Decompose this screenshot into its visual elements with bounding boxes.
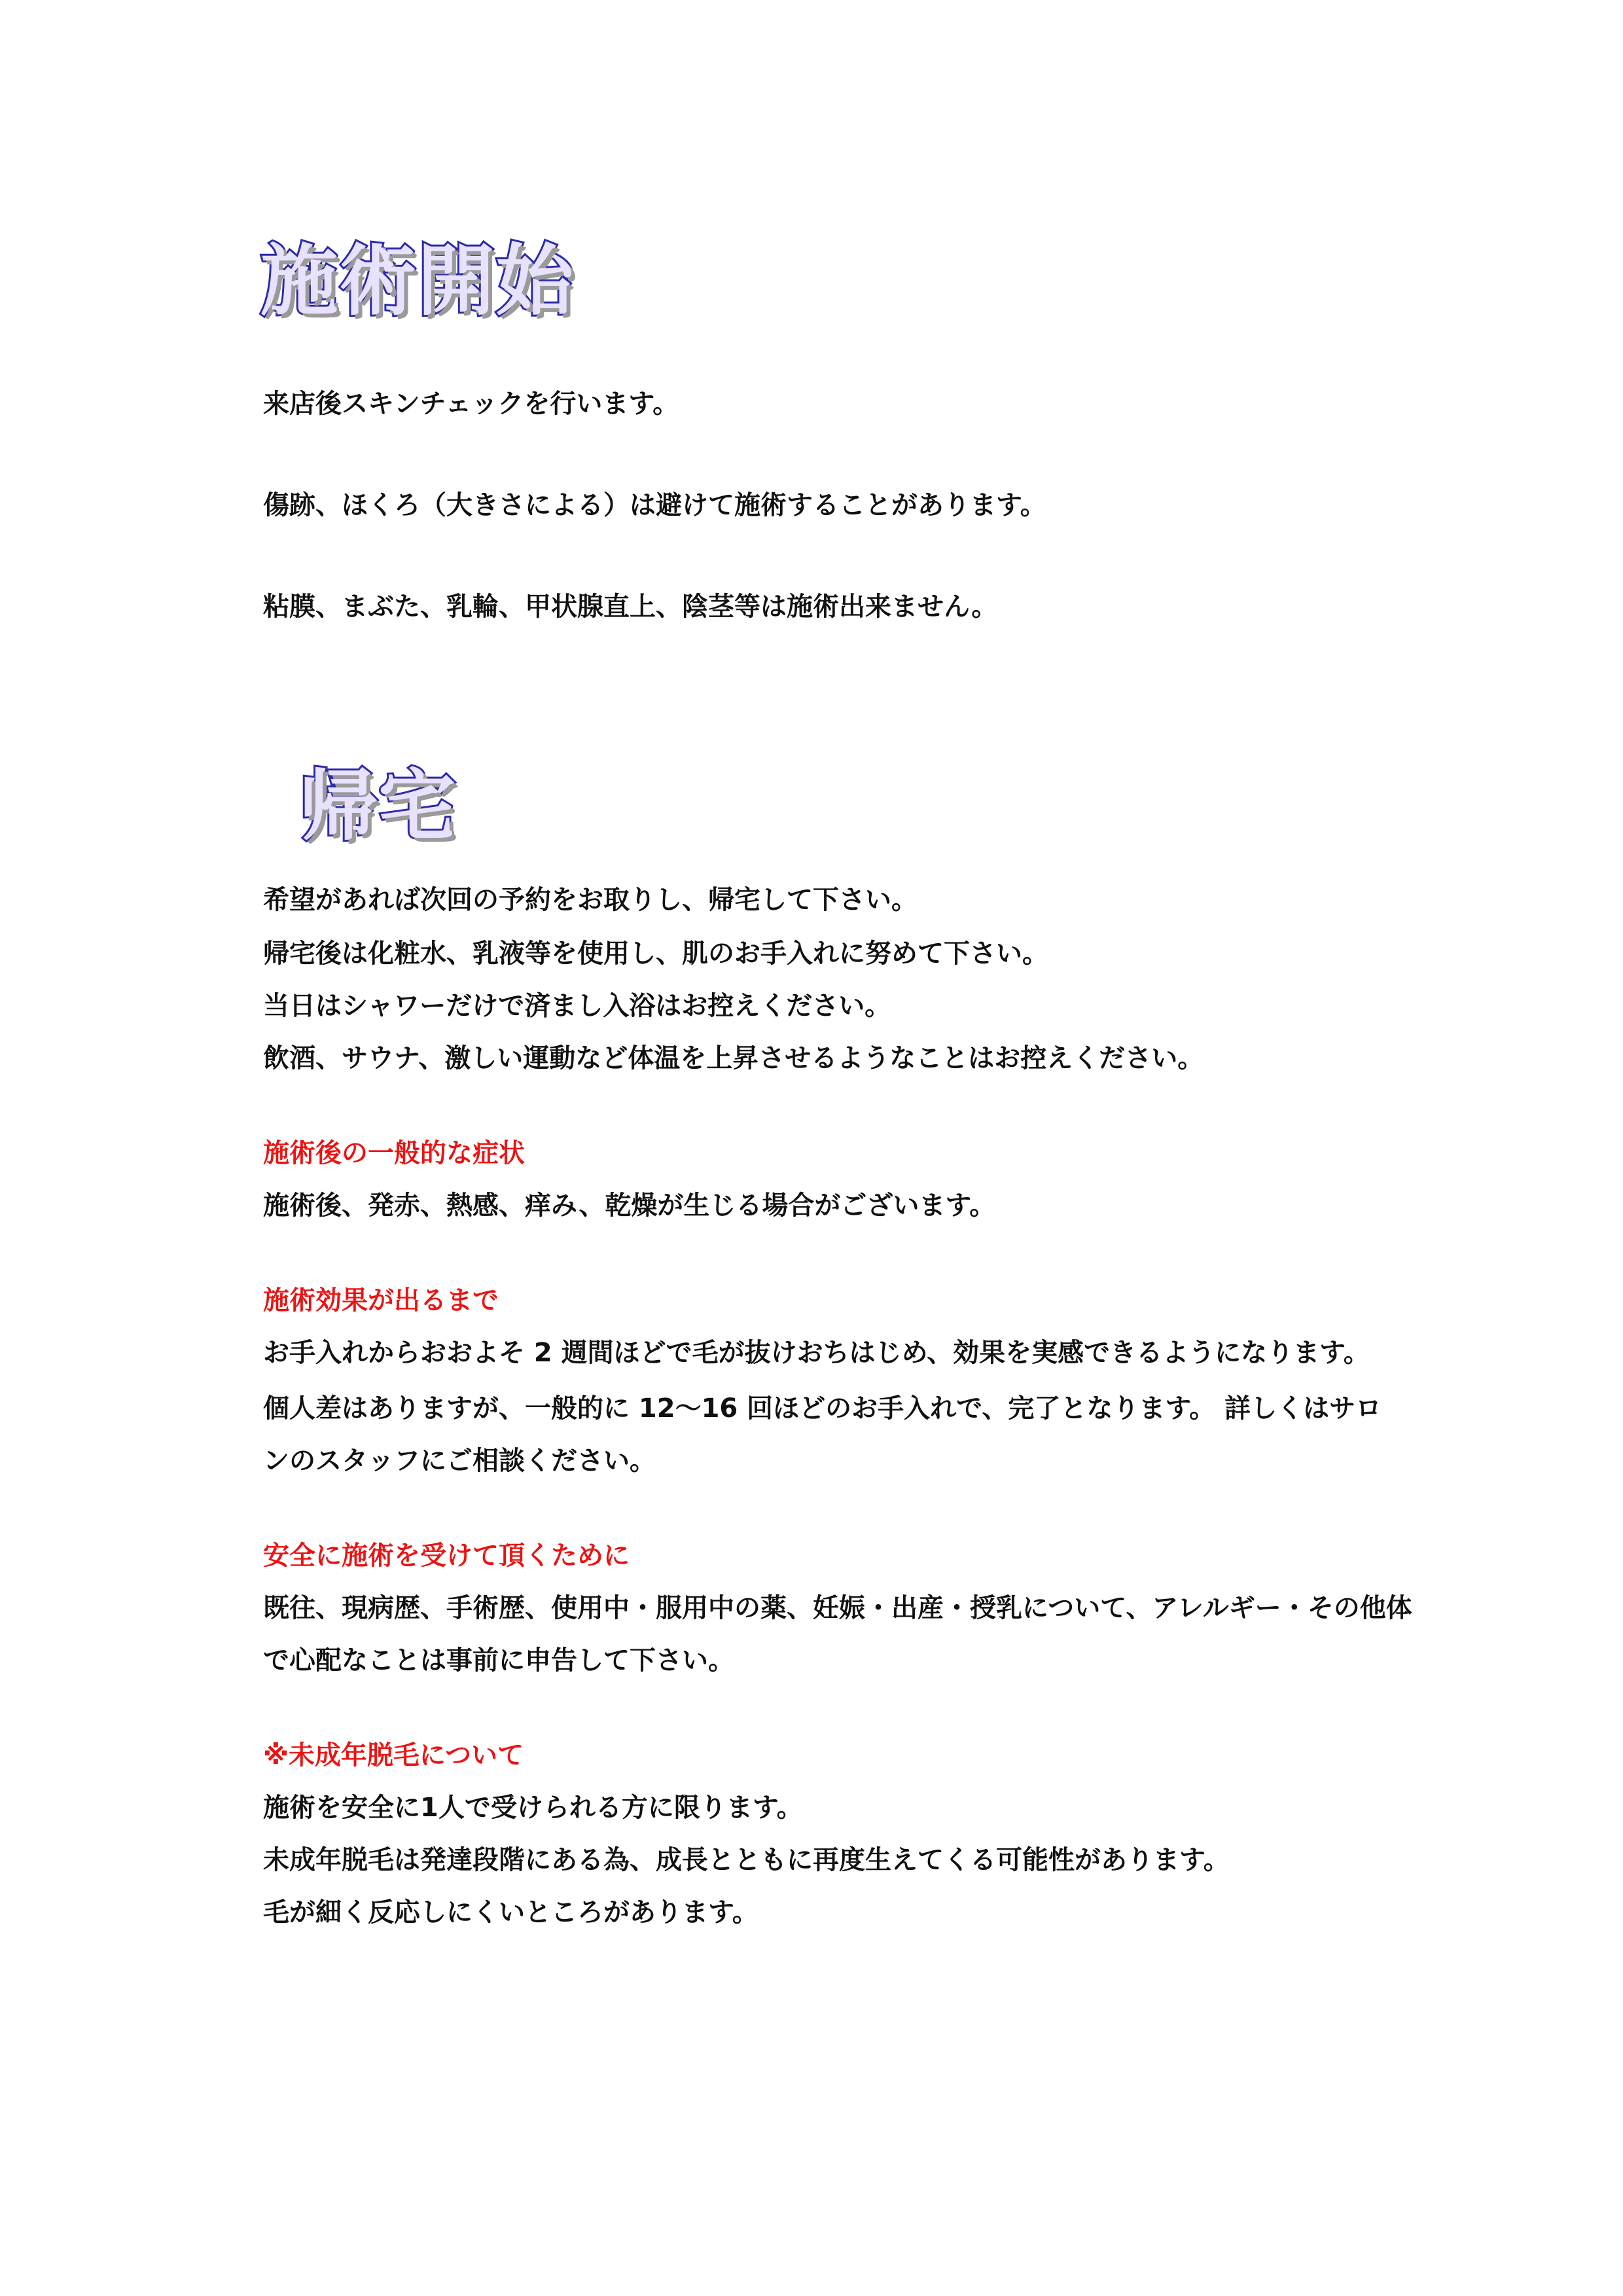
- symptoms-line: 施術後、発赤、熱感、痒み、乾燥が生じる場合がございます。: [263, 1191, 996, 1221]
- subsection-title-symptoms: 施術後の一般的な症状: [263, 1138, 525, 1168]
- subsection-title-safety: 安全に施術を受けて頂くために: [263, 1541, 630, 1571]
- subsection-title-results: 施術効果が出るまで: [263, 1285, 499, 1316]
- heading-treatment-start: 施術開始: [260, 236, 575, 326]
- start-line-avoid-scars: 傷跡、ほくろ（大きさによる）は避けて施術することがあります。: [263, 490, 1046, 520]
- results-line-1: お手入れからおおよそ 2 週間ほどで毛が抜けおちはじめ、効果を実感できるようになります。: [263, 1338, 1370, 1368]
- start-line-restricted-areas: 粘膜、まぶた、乳輪、甲状腺直上、陰茎等は施術出来ません。: [263, 592, 998, 622]
- safety-line-2: で心配なことは事前に申告して下さい。: [263, 1645, 734, 1676]
- minors-line-2: 未成年脱毛は発達段階にある為、成長とともに再度生えてくる可能性があります。: [263, 1845, 1230, 1875]
- safety-line-1: 既往、現病歴、手術歴、使用中・服用中の薬、妊娠・出産・授乳について、アレルギー・その他体: [263, 1593, 1412, 1623]
- results-line-3: ンのスタッフにご相談ください。: [263, 1446, 656, 1476]
- return-line-avoid-heat: 飲酒、サウナ、激しい運動など体温を上昇させるようなことはお控えください。: [263, 1043, 1204, 1073]
- return-line-skin-care: 帰宅後は化粧水、乳液等を使用し、肌のお手入れに努めて下さい。: [263, 939, 1048, 969]
- return-line-shower-only: 当日はシャワーだけで済まし入浴はお控えください。: [263, 991, 891, 1021]
- minors-line-3: 毛が細く反応しにくいところがあります。: [263, 1897, 758, 1928]
- start-line-skin-check: 来店後スキンチェックを行います。: [263, 389, 679, 419]
- return-line-next-booking: 希望があれば次回の予約をお取りし、帰宅して下さい。: [263, 885, 918, 915]
- minors-line-1: 施術を安全に1人で受けられる方に限ります。: [263, 1793, 803, 1823]
- results-line-2: 個人差はありますが、一般的に 12～16 回ほどのお手入れで、完了となります。 詳しくはサロ: [263, 1393, 1382, 1424]
- subsection-title-minors: ※未成年脱毛について: [263, 1740, 524, 1770]
- heading-return-home: 帰宅: [300, 761, 457, 851]
